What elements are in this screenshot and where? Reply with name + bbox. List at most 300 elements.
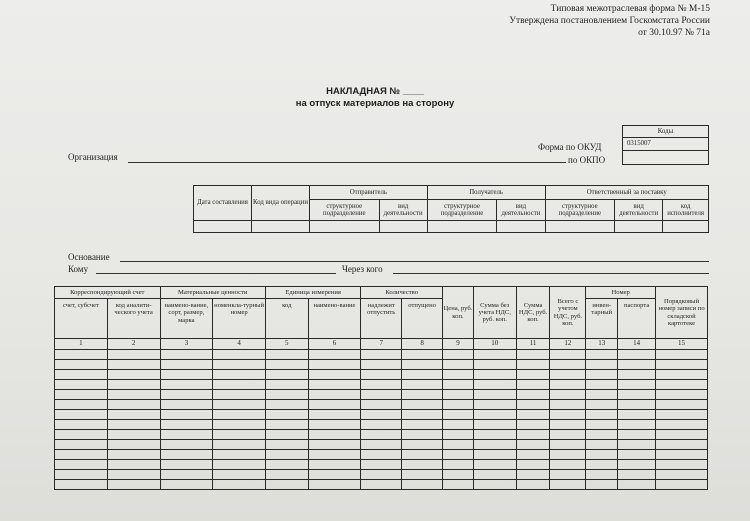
- entry-cell[interactable]: [586, 400, 618, 410]
- entry-cell[interactable]: [443, 420, 474, 430]
- date-cell[interactable]: [194, 221, 252, 233]
- organization-label: Организация: [68, 152, 118, 162]
- entry-cell[interactable]: [656, 440, 708, 450]
- col-number: 15: [656, 339, 708, 350]
- op-code-cell[interactable]: [252, 221, 310, 233]
- entry-cell[interactable]: [107, 400, 160, 410]
- entry-cell[interactable]: [107, 380, 160, 390]
- table-row: [55, 440, 708, 450]
- entry-cell[interactable]: [516, 460, 550, 470]
- date-header: Дата составления: [194, 186, 252, 221]
- entry-cell[interactable]: [361, 420, 402, 430]
- entry-cell[interactable]: [55, 430, 108, 440]
- entry-cell[interactable]: [618, 380, 656, 390]
- codes-header: Коды: [623, 126, 709, 138]
- name-grade-header: наимено-вание, сорт, размер, марка: [160, 299, 213, 339]
- entry-cell[interactable]: [656, 380, 708, 390]
- entry-cell[interactable]: [473, 350, 516, 360]
- entry-cell[interactable]: [213, 420, 266, 430]
- entry-cell[interactable]: [160, 360, 213, 370]
- col-number: 2: [107, 339, 160, 350]
- col-number: 8: [402, 339, 443, 350]
- entry-cell[interactable]: [402, 430, 443, 440]
- entry-cell[interactable]: [618, 430, 656, 440]
- entry-cell[interactable]: [656, 370, 708, 380]
- entry-cell[interactable]: [55, 440, 108, 450]
- entry-cell[interactable]: [55, 420, 108, 430]
- entry-cell[interactable]: [265, 480, 308, 490]
- table-row: [55, 410, 708, 420]
- entry-cell[interactable]: [265, 410, 308, 420]
- entry-cell[interactable]: [213, 430, 266, 440]
- analytic-code-header: код аналити-ческого учета: [107, 299, 160, 339]
- entry-cell[interactable]: [656, 480, 708, 490]
- entry-cell[interactable]: [586, 440, 618, 450]
- entry-cell[interactable]: [107, 410, 160, 420]
- entry-cell[interactable]: [361, 450, 402, 460]
- quantity-header: Количество: [361, 287, 443, 299]
- entry-cell[interactable]: [550, 460, 586, 470]
- entry-cell[interactable]: [618, 420, 656, 430]
- entry-cell[interactable]: [213, 440, 266, 450]
- entry-cell[interactable]: [402, 400, 443, 410]
- entry-cell[interactable]: [443, 430, 474, 440]
- entry-cell[interactable]: [550, 420, 586, 430]
- entry-cell[interactable]: [443, 460, 474, 470]
- entry-cell[interactable]: [160, 380, 213, 390]
- codes-table: [622, 125, 709, 165]
- col-number: 4: [213, 339, 266, 350]
- col-number: 9: [443, 339, 474, 350]
- entry-cell[interactable]: [550, 390, 586, 400]
- entry-cell[interactable]: [443, 370, 474, 380]
- entry-cell[interactable]: [308, 370, 361, 380]
- entry-cell[interactable]: [618, 450, 656, 460]
- entry-cell[interactable]: [55, 450, 108, 460]
- entry-cell[interactable]: [160, 460, 213, 470]
- sender-activity-cell[interactable]: [379, 221, 427, 233]
- entry-cell[interactable]: [107, 360, 160, 370]
- col-number: 7: [361, 339, 402, 350]
- responsible-header: Ответственный за поставку: [545, 186, 708, 200]
- entry-cell[interactable]: [402, 450, 443, 460]
- entry-cell[interactable]: [473, 370, 516, 380]
- entry-cell[interactable]: [160, 470, 213, 480]
- entry-cell[interactable]: [586, 420, 618, 430]
- entry-cell[interactable]: [402, 480, 443, 490]
- entry-cell[interactable]: [550, 430, 586, 440]
- entry-cell[interactable]: [265, 370, 308, 380]
- table-row: [55, 470, 708, 480]
- entry-cell[interactable]: [656, 360, 708, 370]
- entry-cell[interactable]: [402, 420, 443, 430]
- form-type-line: Типовая межотраслевая форма № М-15: [550, 4, 710, 14]
- entry-cell[interactable]: [55, 400, 108, 410]
- okud-label: Форма по ОКУД: [538, 142, 602, 152]
- entry-cell[interactable]: [550, 360, 586, 370]
- entry-cell[interactable]: [265, 460, 308, 470]
- entry-cell[interactable]: [443, 440, 474, 450]
- entry-cell[interactable]: [213, 350, 266, 360]
- entry-cell[interactable]: [361, 360, 402, 370]
- price-header: Цена, руб. коп.: [443, 287, 474, 339]
- entry-cell[interactable]: [107, 420, 160, 430]
- entry-cell[interactable]: [516, 380, 550, 390]
- entry-cell[interactable]: [402, 350, 443, 360]
- entry-cell[interactable]: [55, 480, 108, 490]
- entry-cell[interactable]: [656, 350, 708, 360]
- entry-cell[interactable]: [516, 480, 550, 490]
- approval-date-line: от 30.10.97 № 71а: [638, 28, 710, 38]
- entry-cell[interactable]: [402, 390, 443, 400]
- entry-cell[interactable]: [308, 440, 361, 450]
- entry-cell[interactable]: [160, 430, 213, 440]
- total-w-vat-header: Всего с учетом НДС, руб. коп.: [550, 287, 586, 339]
- entry-cell[interactable]: [586, 480, 618, 490]
- entry-cell[interactable]: [160, 400, 213, 410]
- entry-cell[interactable]: [107, 480, 160, 490]
- entry-cell[interactable]: [265, 470, 308, 480]
- entry-cell[interactable]: [402, 360, 443, 370]
- entry-cell[interactable]: [402, 460, 443, 470]
- via-field[interactable]: [393, 273, 709, 274]
- entry-cell[interactable]: [361, 370, 402, 380]
- entry-cell[interactable]: [361, 400, 402, 410]
- unit-header: Единица измерения: [265, 287, 360, 299]
- nomenclature-header: номенкла-турный номер: [213, 299, 266, 339]
- entry-cell[interactable]: [656, 450, 708, 460]
- entry-cell[interactable]: [213, 460, 266, 470]
- table-row: [55, 360, 708, 370]
- released-header: отпущено: [402, 299, 443, 339]
- entry-cell[interactable]: [618, 400, 656, 410]
- entry-cell[interactable]: [473, 480, 516, 490]
- entry-cell[interactable]: [656, 390, 708, 400]
- entry-cell[interactable]: [473, 460, 516, 470]
- organization-field[interactable]: [128, 162, 566, 163]
- entry-cell[interactable]: [107, 460, 160, 470]
- entry-cell[interactable]: [516, 390, 550, 400]
- entry-cell[interactable]: [516, 470, 550, 480]
- entry-cell[interactable]: [55, 410, 108, 420]
- entry-cell[interactable]: [107, 440, 160, 450]
- col-number: 1: [55, 339, 108, 350]
- entry-cell[interactable]: [586, 410, 618, 420]
- entry-cell[interactable]: [361, 480, 402, 490]
- responsible-struct-header: структурное подразделение: [545, 200, 615, 221]
- entry-cell[interactable]: [618, 460, 656, 470]
- entry-cell[interactable]: [265, 440, 308, 450]
- number-header: Номер: [586, 287, 656, 299]
- entry-cell[interactable]: [618, 350, 656, 360]
- entry-cell[interactable]: [550, 440, 586, 450]
- entry-cell[interactable]: [107, 450, 160, 460]
- title-line-1: НАКЛАДНАЯ № ____: [326, 86, 424, 97]
- entry-cell[interactable]: [55, 460, 108, 470]
- entry-cell[interactable]: [265, 350, 308, 360]
- col-number: 14: [618, 339, 656, 350]
- basis-label: Основание: [68, 252, 110, 262]
- entry-cell[interactable]: [443, 360, 474, 370]
- entry-cell[interactable]: [213, 480, 266, 490]
- entry-cell[interactable]: [213, 450, 266, 460]
- entry-cell[interactable]: [361, 410, 402, 420]
- entry-cell[interactable]: [516, 400, 550, 410]
- entry-cell[interactable]: [160, 350, 213, 360]
- entry-cell[interactable]: [618, 360, 656, 370]
- form-header: [509, 3, 710, 39]
- entry-cell[interactable]: [265, 420, 308, 430]
- entry-cell[interactable]: [516, 410, 550, 420]
- entry-cell[interactable]: [443, 350, 474, 360]
- entry-cell[interactable]: [586, 470, 618, 480]
- entry-cell[interactable]: [402, 470, 443, 480]
- entry-cell[interactable]: [55, 390, 108, 400]
- document-title: [0, 86, 750, 110]
- entry-cell[interactable]: [308, 350, 361, 360]
- receiver-header: Получатель: [427, 186, 545, 200]
- entry-cell[interactable]: [550, 400, 586, 410]
- entry-cell[interactable]: [618, 470, 656, 480]
- entry-cell[interactable]: [361, 350, 402, 360]
- entry-cell[interactable]: [361, 430, 402, 440]
- entry-cell[interactable]: [213, 390, 266, 400]
- unit-code-header: код: [265, 299, 308, 339]
- entry-cell[interactable]: [473, 450, 516, 460]
- entry-cell[interactable]: [308, 390, 361, 400]
- entry-cell[interactable]: [265, 450, 308, 460]
- responsible-activity-cell[interactable]: [615, 221, 663, 233]
- entry-cell[interactable]: [308, 450, 361, 460]
- entry-cell[interactable]: [265, 400, 308, 410]
- entry-cell[interactable]: [516, 370, 550, 380]
- entry-cell[interactable]: [265, 430, 308, 440]
- entry-cell[interactable]: [473, 470, 516, 480]
- entry-cell[interactable]: [308, 460, 361, 470]
- via-label: Через кого: [342, 264, 383, 274]
- entry-cell[interactable]: [618, 410, 656, 420]
- entry-cell[interactable]: [473, 380, 516, 390]
- entry-cell[interactable]: [586, 430, 618, 440]
- to-whom-label: Кому: [68, 264, 89, 274]
- account-sub-header: счет, субсчет: [55, 299, 108, 339]
- entry-cell[interactable]: [586, 360, 618, 370]
- entry-cell[interactable]: [516, 440, 550, 450]
- entry-cell[interactable]: [213, 360, 266, 370]
- entry-cell[interactable]: [516, 420, 550, 430]
- entry-cell[interactable]: [402, 440, 443, 450]
- entry-cell[interactable]: [443, 450, 474, 460]
- entry-cell[interactable]: [160, 440, 213, 450]
- entry-cell[interactable]: [550, 410, 586, 420]
- entry-cell[interactable]: [402, 380, 443, 390]
- to-release-header: надлежит отпустить: [361, 299, 402, 339]
- basis-field[interactable]: [120, 261, 709, 262]
- entry-cell[interactable]: [160, 480, 213, 490]
- entry-cell[interactable]: [402, 410, 443, 420]
- entry-cell[interactable]: [55, 350, 108, 360]
- entry-cell[interactable]: [473, 440, 516, 450]
- col-number: 3: [160, 339, 213, 350]
- entry-cell[interactable]: [213, 370, 266, 380]
- entry-cell[interactable]: [443, 380, 474, 390]
- entry-cell[interactable]: [656, 470, 708, 480]
- items-table: [54, 286, 708, 490]
- entry-cell[interactable]: [308, 430, 361, 440]
- entry-cell[interactable]: [213, 400, 266, 410]
- receiver-struct-cell[interactable]: [427, 221, 497, 233]
- entry-cell[interactable]: [443, 410, 474, 420]
- entry-cell[interactable]: [308, 400, 361, 410]
- entry-cell[interactable]: [516, 360, 550, 370]
- entry-cell[interactable]: [550, 450, 586, 460]
- table-row: [55, 400, 708, 410]
- entry-cell[interactable]: [618, 370, 656, 380]
- entry-cell[interactable]: [656, 410, 708, 420]
- entry-cell[interactable]: [618, 480, 656, 490]
- approval-line: Утверждена постановлением Госкомстата России: [509, 16, 710, 26]
- sender-struct-cell[interactable]: [310, 221, 380, 233]
- entry-cell[interactable]: [308, 420, 361, 430]
- entry-cell[interactable]: [265, 380, 308, 390]
- entry-cell[interactable]: [550, 470, 586, 480]
- responsible-struct-cell[interactable]: [545, 221, 615, 233]
- entry-cell[interactable]: [586, 460, 618, 470]
- receiver-activity-cell[interactable]: [497, 221, 545, 233]
- entry-cell[interactable]: [308, 480, 361, 490]
- entry-cell[interactable]: [265, 390, 308, 400]
- table-row: [55, 350, 708, 360]
- entry-cell[interactable]: [160, 410, 213, 420]
- col-number: 5: [265, 339, 308, 350]
- entry-cell[interactable]: [443, 480, 474, 490]
- entry-cell[interactable]: [550, 350, 586, 360]
- entry-cell[interactable]: [308, 380, 361, 390]
- sum-wo-vat-header: Сумма без учета НДС, руб. коп.: [473, 287, 516, 339]
- entry-cell[interactable]: [618, 390, 656, 400]
- entry-cell[interactable]: [443, 400, 474, 410]
- entry-cell[interactable]: [107, 350, 160, 360]
- table-row: [55, 370, 708, 380]
- materials-header: Материальные ценности: [160, 287, 265, 299]
- responsible-activity-header: вид деятельности: [615, 200, 663, 221]
- col-number: 12: [550, 339, 586, 350]
- entry-cell[interactable]: [516, 430, 550, 440]
- entry-cell[interactable]: [160, 370, 213, 380]
- executor-code-header: код исполнителя: [663, 200, 709, 221]
- entry-cell[interactable]: [361, 470, 402, 480]
- entry-cell[interactable]: [213, 410, 266, 420]
- info-table: [193, 185, 709, 233]
- entry-cell[interactable]: [618, 440, 656, 450]
- entry-cell[interactable]: [160, 390, 213, 400]
- entry-cell[interactable]: [586, 390, 618, 400]
- entry-cell[interactable]: [656, 400, 708, 410]
- entry-cell[interactable]: [361, 440, 402, 450]
- table-row: [55, 390, 708, 400]
- entry-cell[interactable]: [361, 390, 402, 400]
- entry-cell[interactable]: [473, 400, 516, 410]
- entry-cell[interactable]: [473, 430, 516, 440]
- entry-cell[interactable]: [656, 420, 708, 430]
- entry-cell[interactable]: [473, 360, 516, 370]
- corr-account-header: Корреспондирующий счет: [55, 287, 161, 299]
- col-number: 10: [473, 339, 516, 350]
- entry-cell[interactable]: [550, 370, 586, 380]
- to-whom-field[interactable]: [96, 273, 336, 274]
- entry-cell[interactable]: [473, 410, 516, 420]
- entry-cell[interactable]: [107, 390, 160, 400]
- sender-struct-header: структурное подразделение: [310, 200, 380, 221]
- entry-cell[interactable]: [443, 390, 474, 400]
- sender-header: Отправитель: [310, 186, 428, 200]
- entry-cell[interactable]: [308, 360, 361, 370]
- entry-cell[interactable]: [160, 450, 213, 460]
- entry-cell[interactable]: [586, 380, 618, 390]
- okpo-label: по ОКПО: [568, 155, 606, 165]
- entry-cell[interactable]: [361, 380, 402, 390]
- entry-cell[interactable]: [55, 470, 108, 480]
- record-no-header: Порядковый номер записи по складской картотеке: [656, 287, 708, 339]
- entry-cell[interactable]: [656, 430, 708, 440]
- entry-cell[interactable]: [55, 370, 108, 380]
- entry-cell[interactable]: [473, 420, 516, 430]
- entry-cell[interactable]: [213, 470, 266, 480]
- entry-cell[interactable]: [550, 380, 586, 390]
- entry-cell[interactable]: [55, 360, 108, 370]
- entry-cell[interactable]: [265, 360, 308, 370]
- sender-activity-header: вид деятельности: [379, 200, 427, 221]
- table-row: [55, 380, 708, 390]
- entry-cell[interactable]: [213, 380, 266, 390]
- entry-cell[interactable]: [107, 470, 160, 480]
- op-code-header: Код вида операции: [252, 186, 310, 221]
- entry-cell[interactable]: [107, 430, 160, 440]
- table-row: [55, 460, 708, 470]
- title-line-2: на отпуск материалов на сторону: [295, 98, 455, 109]
- entry-cell[interactable]: [402, 370, 443, 380]
- executor-code-cell[interactable]: [663, 221, 709, 233]
- inventory-header: инвен-тарный: [586, 299, 618, 339]
- col-number: 11: [516, 339, 550, 350]
- okpo-value[interactable]: [623, 151, 709, 165]
- entry-cell[interactable]: [308, 470, 361, 480]
- table-row: [55, 450, 708, 460]
- entry-cell[interactable]: [107, 370, 160, 380]
- entry-cell[interactable]: [308, 410, 361, 420]
- unit-name-header: наимено-вание: [308, 299, 361, 339]
- entry-cell[interactable]: [361, 460, 402, 470]
- entry-cell[interactable]: [473, 390, 516, 400]
- entry-cell[interactable]: [586, 350, 618, 360]
- vat-sum-header: Сумма НДС, руб. коп.: [516, 287, 550, 339]
- entry-cell[interactable]: [55, 380, 108, 390]
- entry-cell[interactable]: [516, 450, 550, 460]
- entry-cell[interactable]: [516, 350, 550, 360]
- passport-header: паспорта: [618, 299, 656, 339]
- entry-cell[interactable]: [586, 450, 618, 460]
- entry-cell[interactable]: [550, 480, 586, 490]
- entry-cell[interactable]: [443, 470, 474, 480]
- table-row: [55, 430, 708, 440]
- okud-value[interactable]: 0315007: [623, 138, 709, 151]
- entry-cell[interactable]: [160, 420, 213, 430]
- receiver-activity-header: вид деятельности: [497, 200, 545, 221]
- table-row: [55, 480, 708, 490]
- entry-cell[interactable]: [656, 460, 708, 470]
- entry-cell[interactable]: [586, 370, 618, 380]
- col-number: 13: [586, 339, 618, 350]
